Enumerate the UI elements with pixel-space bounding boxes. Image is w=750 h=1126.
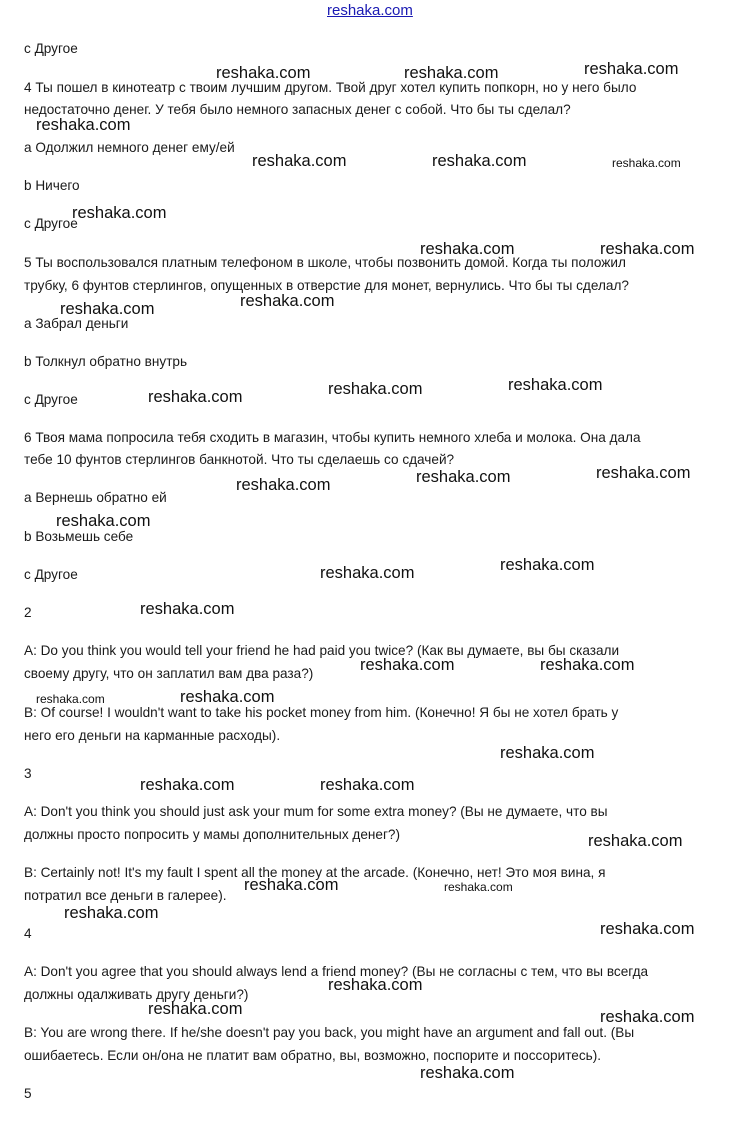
text-line: с Другое [24,392,78,407]
watermark: reshaka.com [500,744,595,762]
text-line: b Толкнул обратно внутрь [24,354,188,369]
text-line: A: Do you think you would tell your friend he had paid you twice? (Как вы думаете, вы бы сказали [24,643,620,658]
site-link[interactable]: reshaka.com [327,2,413,19]
text-line: B: You are wrong there. If he/she doesn't pay you back, you might have an argument and fall out. (Вы [24,1025,635,1040]
watermark: reshaka.com [360,656,455,674]
watermark: reshaka.com [584,60,679,78]
text-line: а Забрал деньги [24,316,129,331]
watermark: reshaka.com [252,152,347,170]
watermark: reshaka.com [612,156,681,170]
text-line: него его деньги на карманные расходы). [24,728,281,743]
text-line: A: Don't you agree that you should always lend a friend money? (Вы не согласны с тем, что вы всегда [24,964,649,979]
watermark: reshaka.com [244,876,339,894]
watermark: reshaka.com [72,204,167,222]
text-line: B: Of course! I wouldn't want to take his pocket money from him. (Конечно! Я бы не хотел брать у [24,705,619,720]
watermark: reshaka.com [140,776,235,794]
watermark: reshaka.com [36,692,105,706]
text-line: а Вернешь обратно ей [24,490,167,505]
watermark: reshaka.com [596,464,691,482]
watermark: reshaka.com [320,776,415,794]
watermark: reshaka.com [64,904,159,922]
text-line: должны просто попросить у мамы дополнительных денег?) [24,827,401,842]
text-line: с Другое [24,216,78,231]
watermark: reshaka.com [588,832,683,850]
text-line: 5 [24,1086,32,1101]
text-line: 3 [24,766,32,781]
text-line: B: Certainly not! It's my fault I spent all the money at the arcade. (Конечно, нет! Это моя вина, я [24,865,606,880]
watermark: reshaka.com [420,240,515,258]
text-line: 6 Твоя мама попросила тебя сходить в магазин, чтобы купить немного хлеба и молока. Она дала [24,430,641,445]
watermark: reshaka.com [148,388,243,406]
text-line: а Одолжил немного денег ему/ей [24,140,235,155]
text-line: 5 Ты воспользовался платным телефоном в школе, чтобы позвонить домой. Когда ты положил [24,255,626,270]
text-line: потратил все деньги в галерее). [24,888,227,903]
watermark: reshaka.com [508,376,603,394]
text-line: должны одалживать другу деньги?) [24,987,249,1002]
text-line: с Другое [24,41,78,56]
watermark: reshaka.com [216,64,311,82]
watermark: reshaka.com [404,64,499,82]
text-line: 2 [24,605,32,620]
watermark: reshaka.com [140,600,235,618]
watermark: reshaka.com [600,1008,695,1026]
text-line: 4 [24,926,32,941]
watermark: reshaka.com [320,564,415,582]
watermark: reshaka.com [236,476,331,494]
text-line: с Другое [24,567,78,582]
watermark: reshaka.com [180,688,275,706]
watermark: reshaka.com [60,300,155,318]
watermark: reshaka.com [328,380,423,398]
text-line: тебе 10 фунтов стерлингов банкнотой. Что ты сделаешь со сдачей? [24,452,455,467]
text-line: ошибаетесь. Если он/она не платит вам обратно, вы, возможно, поспорите и поссоритесь). [24,1048,602,1063]
text-line: A: Don't you think you should just ask your mum for some extra money? (Вы не думаете, что вы [24,804,608,819]
watermark: reshaka.com [500,556,595,574]
watermark: reshaka.com [148,1000,243,1018]
watermark: reshaka.com [540,656,635,674]
watermark: reshaka.com [600,920,695,938]
text-line: 4 Ты пошел в кинотеатр с твоим лучшим другом. Твой друг хотел купить попкорн, но у него было [24,80,637,95]
watermark: reshaka.com [328,976,423,994]
watermark: reshaka.com [416,468,511,486]
watermark: reshaka.com [56,512,151,530]
text-line: b Возьмешь себе [24,529,134,544]
text-line: b Ничего [24,178,80,193]
text-line: недостаточно денег. У тебя было немного запасных денег с собой. Что бы ты сделал? [24,102,571,117]
text-line: своему другу, что он заплатил вам два раза?) [24,666,314,681]
text-line: трубку, 6 фунтов стерлингов, опущенных в отверстие для монет, вернулись. Что бы ты сделал? [24,278,629,293]
watermark: reshaka.com [36,116,131,134]
watermark: reshaka.com [420,1064,515,1082]
watermark: reshaka.com [600,240,695,258]
watermark: reshaka.com [432,152,527,170]
watermark: reshaka.com [240,292,335,310]
watermark: reshaka.com [444,880,513,894]
